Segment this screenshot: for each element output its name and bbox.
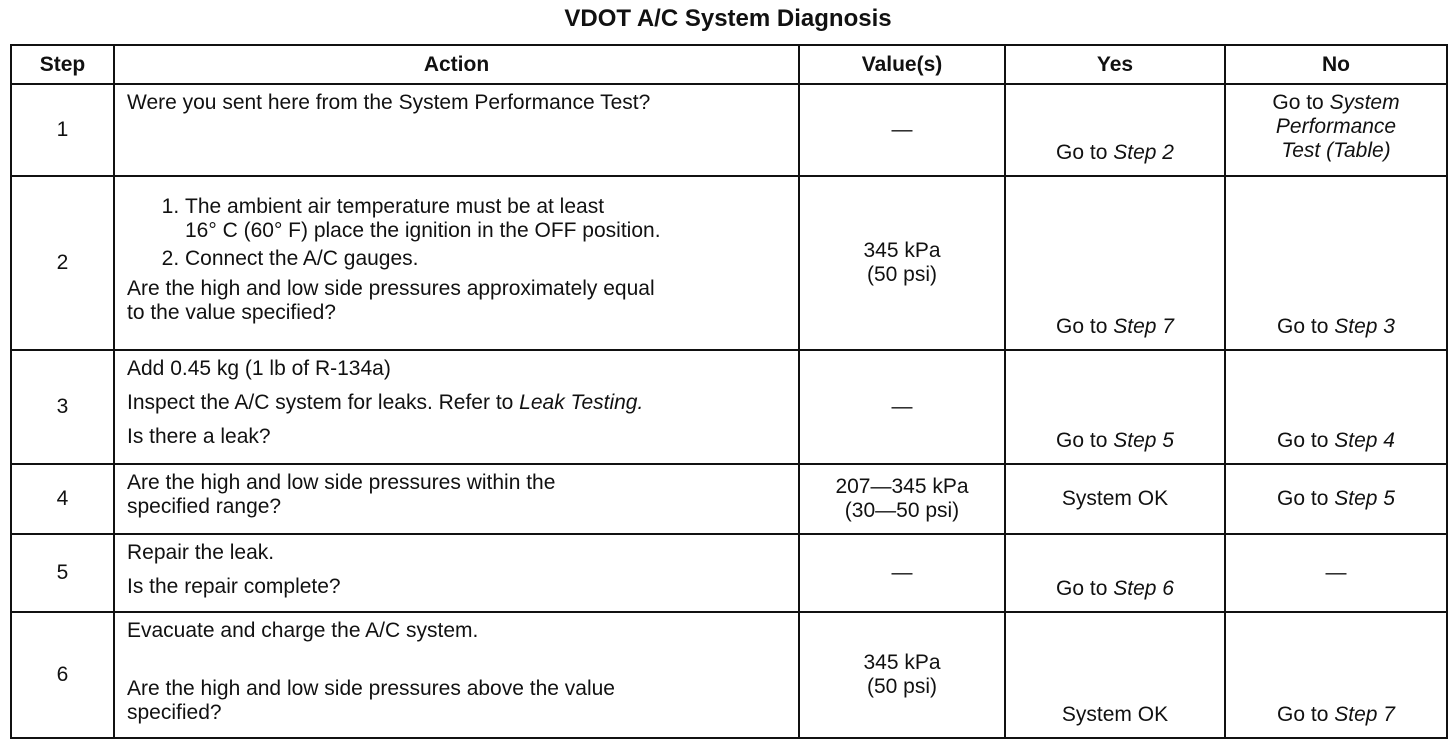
table-row [11,612,1447,738]
value-cell: 345 kPa (50 psi) [799,176,1005,350]
action-text: Are the high and low side pressures within the [127,471,556,494]
step-number: 4 [11,464,114,534]
go-to-text: Go to [1272,91,1324,114]
list-item: 1. The ambient air temperature must be at least 16° C (60° F) place the ignition in the OFF position. [185,195,788,243]
go-to-text: Go to [1277,429,1329,452]
action-cell [114,84,799,176]
table-row [11,464,1447,534]
action-text: Repair the leak. [127,541,275,564]
table-row [11,534,1447,612]
step-number: 5 [11,534,114,612]
value-cell: — [799,534,1005,612]
yes-cell: System OK [1005,464,1225,534]
action-question: Are the high and low side pressures approximately equal [127,277,655,300]
step-link[interactable]: Step 2 [1113,141,1174,164]
yes-cell: System OK [1005,612,1225,738]
value-cell: — [799,84,1005,176]
step-link[interactable]: Step 5 [1113,429,1174,452]
action-question: Is there a leak? [127,425,271,448]
action-text: Inspect the A/C system for leaks. Refer to Leak Testing. [127,391,644,414]
step-link[interactable]: Step 7 [1334,703,1395,726]
go-to-text: Go to [1277,487,1329,510]
action-cell [114,464,799,534]
action-cell [114,350,799,464]
action-cell [114,176,799,350]
step-number: 1 [11,84,114,176]
action-text: specified range? [127,495,282,518]
table-row [11,84,1447,176]
action-question: Are the high and low side pressures above the value [127,677,615,700]
system-performance-link[interactable]: System [1329,91,1400,114]
table-row [11,350,1447,464]
action-question: Is the repair complete? [127,575,341,598]
list-item: 2. Connect the A/C gauges. [185,247,788,271]
value-cell: — [799,350,1005,464]
yes-cell [1005,534,1225,612]
yes-cell [1005,350,1225,464]
go-to-text: Go to [1277,315,1329,338]
action-text: Add 0.45 kg (1 lb of R-134a) [127,357,391,380]
action-text: Were you sent here from the System Performance Test? [127,91,651,114]
header-values: Value(s) [799,45,1005,84]
action-question: to the value specified? [127,301,336,324]
header-no: No [1225,45,1447,84]
value-cell: 207—345 kPa (30—50 psi) [799,464,1005,534]
action-question: specified? [127,701,222,724]
action-text: Evacuate and charge the A/C system. [127,619,479,642]
action-list [127,195,788,271]
step-number: 2 [11,176,114,350]
go-to-text: Go to [1056,141,1108,164]
no-cell [1225,464,1447,534]
go-to-text: Go to [1056,315,1108,338]
system-performance-link[interactable]: Test (Table) [1281,139,1391,162]
page-title: VDOT A/C System Diagnosis [564,5,892,32]
header-step: Step [11,45,114,84]
step-link[interactable]: Step 5 [1334,487,1395,510]
step-link[interactable]: Step 3 [1334,315,1395,338]
no-cell [1225,350,1447,464]
value-cell: 345 kPa (50 psi) [799,612,1005,738]
step-link[interactable]: Step 7 [1113,315,1174,338]
go-to-text: Go to [1056,577,1108,600]
step-link[interactable]: Step 6 [1113,577,1174,600]
table-row [11,176,1447,350]
header-yes: Yes [1005,45,1225,84]
header-action: Action [114,45,799,84]
go-to-text: Go to [1277,703,1329,726]
step-number: 3 [11,350,114,464]
action-cell [114,534,799,612]
header-row [11,45,1447,84]
yes-cell [1005,84,1225,176]
step-number: 6 [11,612,114,738]
step-link[interactable]: Step 4 [1334,429,1395,452]
no-cell [1225,176,1447,350]
no-cell [1225,612,1447,738]
system-performance-link[interactable]: Performance [1275,115,1397,138]
action-cell [114,612,799,738]
yes-cell [1005,176,1225,350]
go-to-text: Go to [1056,429,1108,452]
diagnosis-table [10,44,1448,739]
leak-testing-link[interactable]: Leak Testing. [519,391,644,414]
no-cell: — [1225,534,1447,612]
no-cell [1225,84,1447,176]
